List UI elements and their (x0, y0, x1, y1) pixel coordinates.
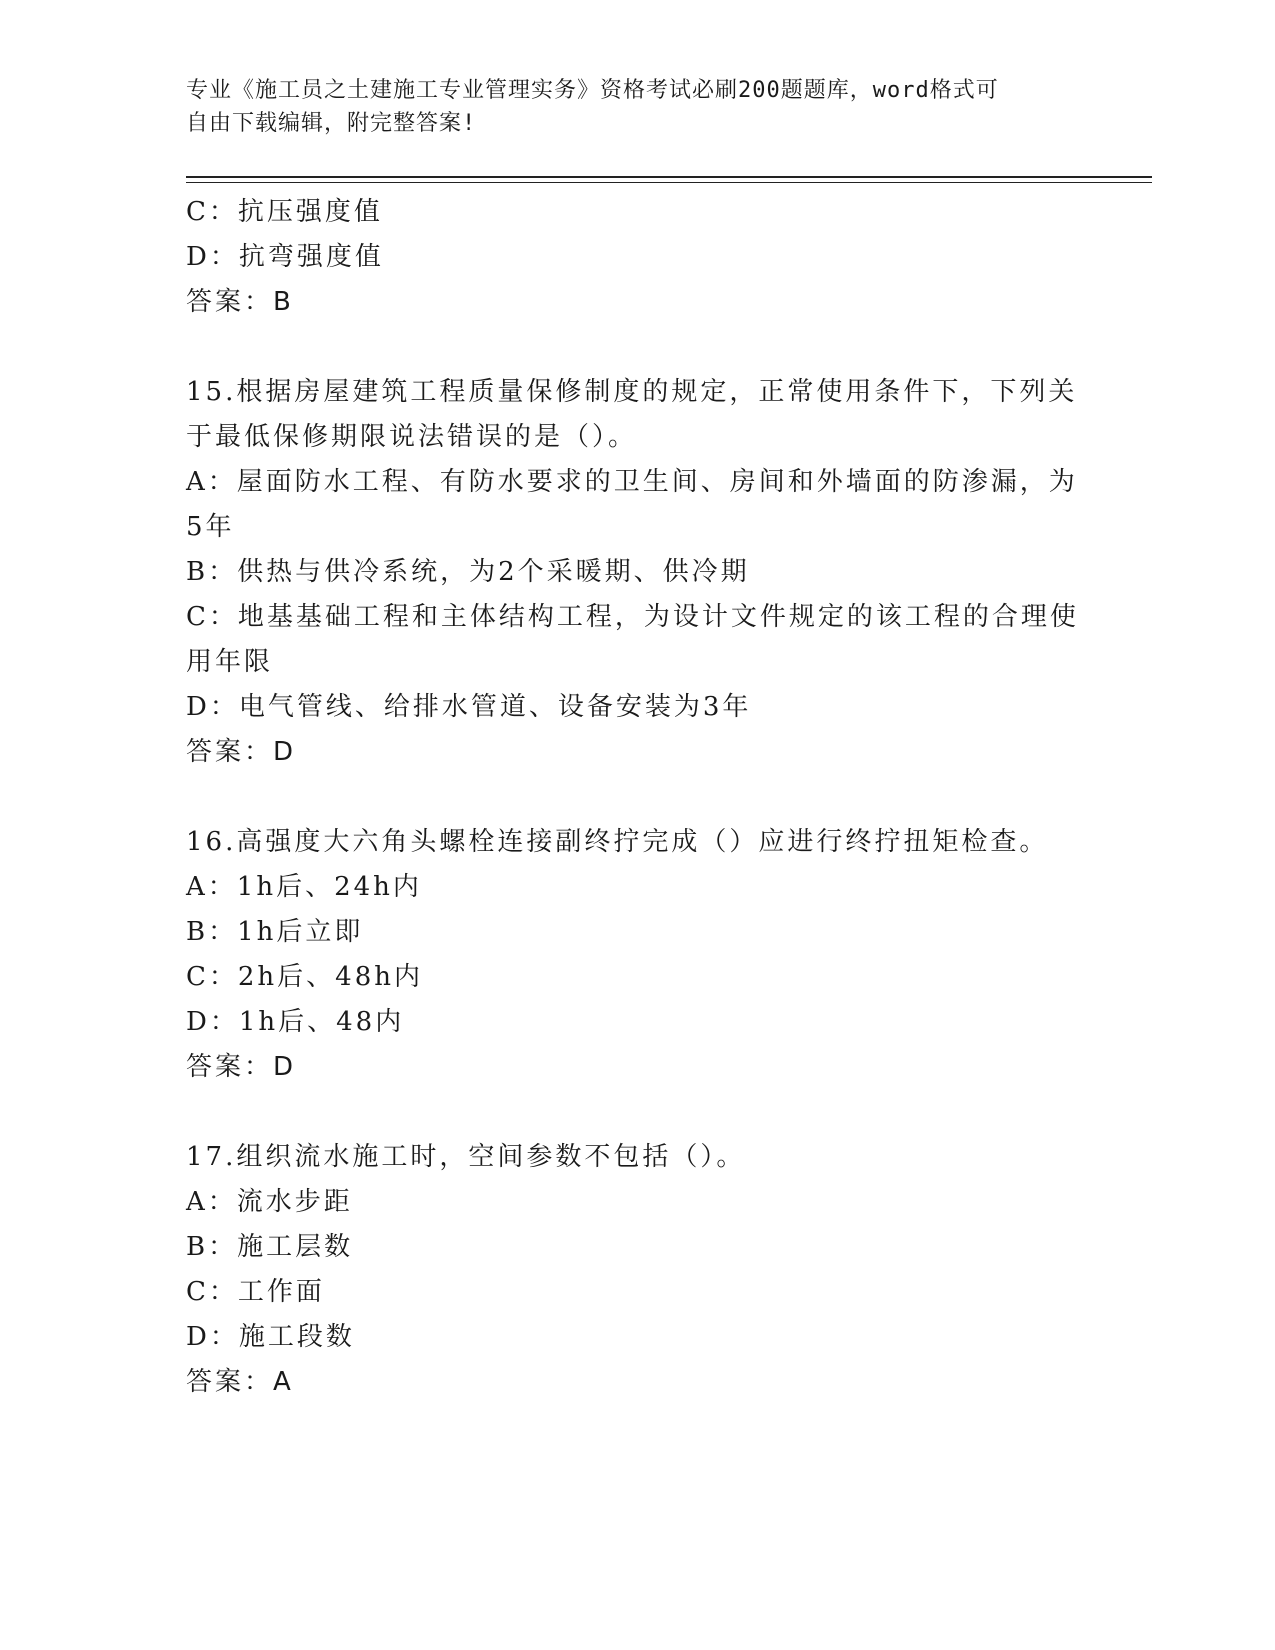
header-title-line2: 自由下载编辑，附完整答案! (186, 111, 477, 136)
option-d: D：抗弯强度值 (186, 242, 384, 272)
option-c: C：抗压强度值 (186, 197, 383, 227)
question-17 (186, 1135, 1086, 1405)
question-content (186, 190, 1086, 1405)
option-c: C：地基基础工程和主体结构工程，为设计文件规定的该工程的合理使 (186, 602, 1079, 632)
question-16 (186, 820, 1086, 1090)
spacer (186, 1090, 1086, 1135)
answer: 答案：A (186, 1367, 294, 1397)
option-a: A：1h后、24h内 (186, 872, 422, 902)
question-14-tail (186, 190, 1086, 325)
option-a-cont: 5年 (186, 512, 235, 542)
option-d: D：1h后、48内 (186, 1007, 405, 1037)
option-a: A：流水步距 (186, 1187, 353, 1217)
option-b: B：1h后立即 (186, 917, 364, 947)
header-divider (186, 176, 1152, 178)
option-a: A：屋面防水工程、有防水要求的卫生间、房间和外墙面的防渗漏，为 (186, 467, 1078, 497)
question-stem: 16.高强度大六角头螺栓连接副终拧完成（）应进行终拧扭矩检查。 (186, 827, 1049, 857)
question-stem: 15.根据房屋建筑工程质量保修制度的规定，正常使用条件下，下列关 (186, 377, 1078, 407)
option-c-cont: 用年限 (186, 647, 274, 677)
option-d: D：电气管线、给排水管道、设备安装为3年 (186, 692, 752, 722)
spacer (186, 775, 1086, 820)
question-stem: 17.组织流水施工时，空间参数不包括（）。 (186, 1142, 746, 1172)
option-d: D：施工段数 (186, 1322, 355, 1352)
option-c: C：2h后、48h内 (186, 962, 424, 992)
header-divider-thin (186, 182, 1152, 183)
question-15 (186, 370, 1086, 775)
answer: 答案：B (186, 287, 294, 317)
answer: 答案：D (186, 1052, 297, 1082)
option-b: B：施工层数 (186, 1232, 354, 1262)
spacer (186, 325, 1086, 370)
option-c: C：工作面 (186, 1277, 325, 1307)
header-title-line1: 专业《施工员之土建施工专业管理实务》资格考试必刷200题题库，word格式可 (186, 78, 999, 103)
option-b: B：供热与供冷系统，为2个采暖期、供冷期 (186, 557, 750, 587)
answer: 答案：D (186, 737, 297, 767)
document-header (186, 74, 1066, 140)
question-stem-cont: 于最低保修期限说法错误的是（）。 (186, 422, 638, 452)
